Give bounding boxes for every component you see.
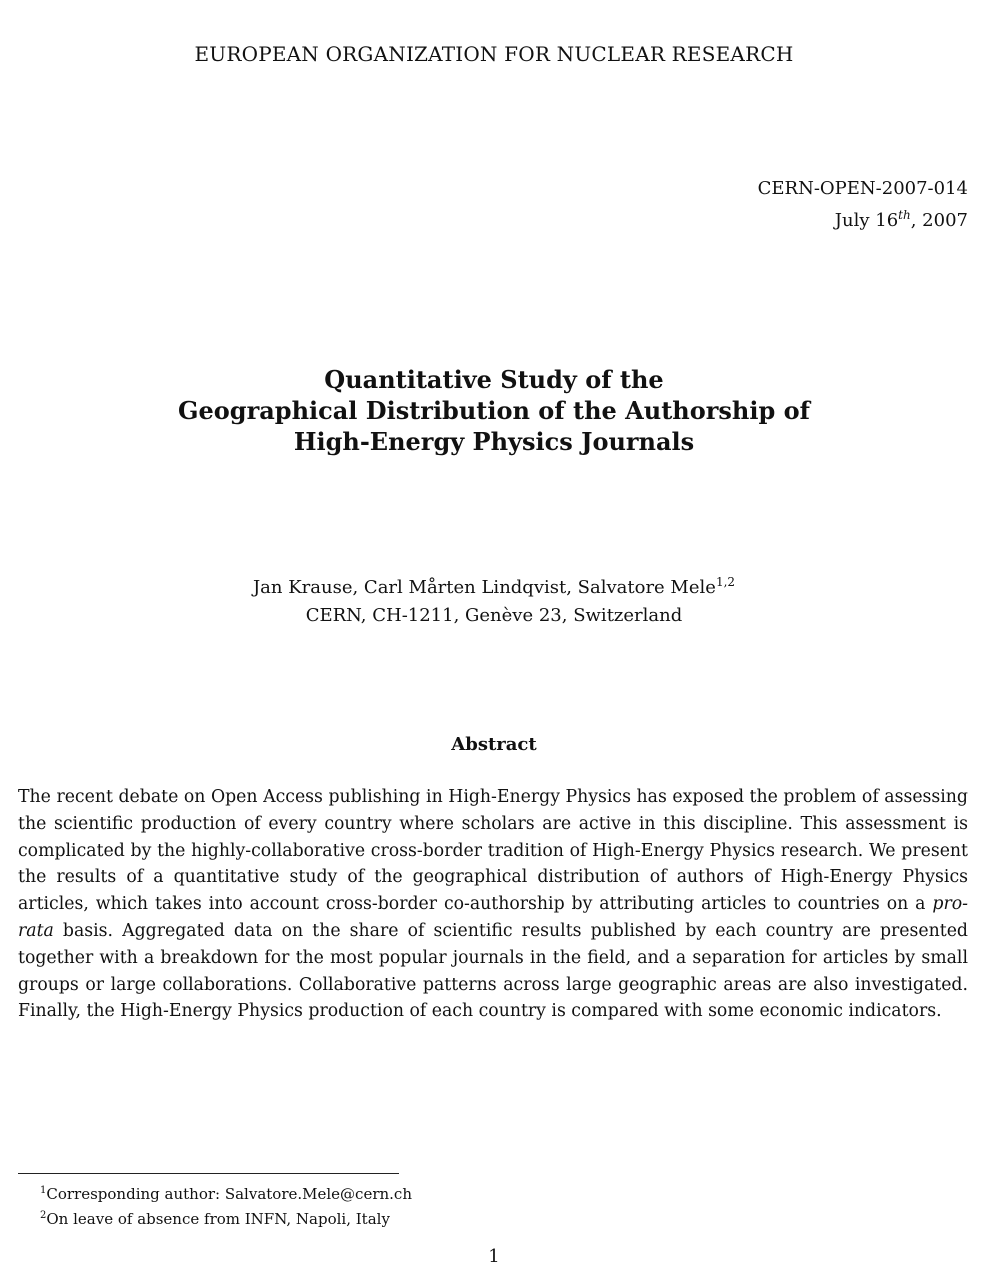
author-footnote-marks: 1,2: [715, 575, 736, 589]
author-names-line: [0, 568, 988, 602]
abstract-emphasis: pro-rata: [18, 894, 968, 941]
paper-title: [0, 364, 988, 457]
report-date-month-day: July 16: [834, 210, 899, 231]
report-date: [758, 202, 968, 234]
title-line-3: High-Energy Physics Journals: [293, 427, 695, 456]
abstract-text-part-2: basis. Aggregated data on the share of scientific results published by each country are presented together with a breakdown for the most popular journals in the field, and a separation for articles by small groups or large collaborations. Collaborative patterns across large geographic areas are also investigated. Finally, the High-Energy Physics production of each country is compared with some economic indicators.: [18, 920, 968, 1022]
footnote-text: Corresponding author: Salvatore.Mele@cern.ch: [46, 1185, 412, 1203]
abstract-text-part-1: The recent debate on Open Access publishing in High-Energy Physics has exposed the problem of assessing the scientific production of every country where scholars are active in this discipline. This assessment is complicated by the highly-collaborative cross-border tradition of High-Energy Physics research. We present the results of a quantitative study of the geographical distribution of authors of High-Energy Physics articles, which takes into account cross-border co-authorship by attributing articles to countries on a: [18, 787, 968, 915]
page-number: 1: [488, 1246, 500, 1267]
report-date-year: , 2007: [910, 210, 968, 231]
title-line-2: Geographical Distribution of the Authorship of: [178, 396, 810, 425]
footnote-mark: 1: [40, 1185, 47, 1196]
report-date-suffix: th: [898, 208, 911, 222]
report-number: CERN-OPEN-2007-014: [757, 178, 968, 199]
author-block: [0, 568, 988, 630]
footnote-item: [40, 1180, 412, 1205]
author-affiliation: CERN, CH-1211, Genève 23, Switzerland: [305, 605, 683, 626]
footnote-mark: 2: [40, 1210, 47, 1221]
author-names: Jan Krause, Carl Mårten Lindqvist, Salvatore Mele: [252, 577, 716, 598]
footnotes: [40, 1180, 412, 1230]
abstract-heading: Abstract: [451, 734, 537, 755]
footnote-item: [40, 1205, 412, 1230]
footnote-text: On leave of absence from INFN, Napoli, Italy: [46, 1210, 390, 1228]
footnote-divider: [18, 1173, 399, 1174]
report-info: [758, 176, 968, 234]
abstract-body: [18, 784, 968, 1025]
organization-header: EUROPEAN ORGANIZATION FOR NUCLEAR RESEARCH: [194, 42, 794, 66]
title-line-1: Quantitative Study of the: [324, 365, 664, 394]
